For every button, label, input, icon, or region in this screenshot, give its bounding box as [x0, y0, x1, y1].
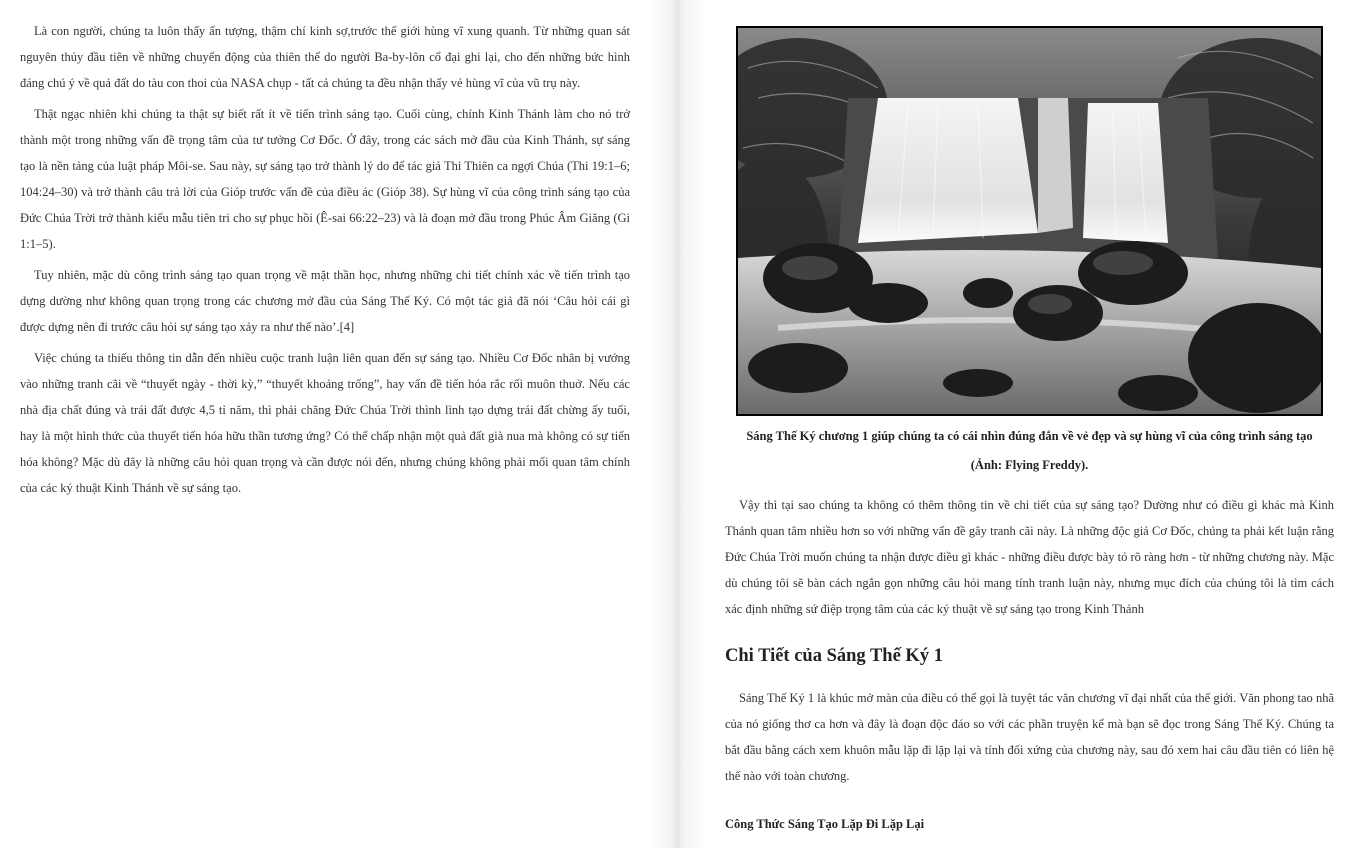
waterfall-photo [736, 26, 1323, 416]
paragraph-4: Việc chúng ta thiếu thông tin dẫn đến nhiều cuộc tranh luận liên quan đến sự sáng tạo. Nhiều Cơ Đốc nhân bị vướng vào những tranh cãi về “thuyết ngày - thời kỳ,” “thuyết khoảng trống”, hay vấn đề tiến hóa rắc rối muôn thuở. Nếu các nhà địa chất đúng và trái đất được 4,5 tỉ năm, thì phải chăng Đức Chúa Trời thình lình tạo dựng trái đất chừng ấy tuổi, hay là một hình thức của thuyết tiến hóa hữu thần tương ứng? Có thể chấp nhận một quả đất già nua mà không có sự tiến hóa không? Mặc dù đây là những câu hỏi quan trọng và cần được nói đến, nhưng chúng không phải mối quan tâm chính của các ký thuật Kinh Thánh về sự sáng tạo. [20, 351, 630, 495]
paragraph-1: Là con người, chúng ta luôn thấy ấn tượng, thậm chí kinh sợ,trước thế giới hùng vĩ xung quanh. Từ những quan sát nguyên thủy đầu tiên về những chuyển động của thiên thể do người Ba-by-lôn cổ đại ghi lại, cho đến những bức hình đáng chú ý về quả đất do tàu con thoi của NASA chụp - tất cả chúng ta đều nhận thấy vẻ hùng vĩ của vũ trụ này. [20, 24, 630, 90]
section-heading: Chi Tiết của Sáng Thế Ký 1 [725, 646, 943, 666]
paragraph-6: Sáng Thế Ký 1 là khúc mở màn của điều có thể gọi là tuyệt tác văn chương vĩ đại nhất của thế giới. Văn phong tao nhã của nó giống thơ ca hơn và đây là đoạn độc đáo so với các phần truyện kể mà bạn sẽ đọc trong Sáng Thế Ký. Chúng ta bắt đầu bằng cách xem khuôn mẫu lặp đi lặp lại và tính đối xứng của chương này, sau đó xem hai câu đầu tiên có liên hệ thế nào với toàn chương. [725, 691, 1334, 783]
page-gutter [650, 0, 705, 848]
paragraph-2: Thật ngạc nhiên khi chúng ta thật sự biết rất ít về tiến trình sáng tạo. Cuối cùng, chính Kinh Thánh làm cho nó trở thành một trong những vấn đề trọng tâm của tư tưởng Cơ Đốc. Ở đây, trong các sách mở đầu của Kinh Thánh, sự sáng tạo là nền tảng của luật pháp Môi-se. Sau này, sự sáng tạo trở thành lý do để tác giả Thi Thiên ca ngợi Chúa (Thi 19:1–6; 104:24–30) và trở thành câu trả lời của Gióp trước vấn đề của điều ác (Gióp 38). Sự hùng vĩ của công trình sáng tạo của Đức Chúa Trời trở thành kiểu mẫu tiên tri cho sự phục hồi (Ê-sai 66:22–23) và là đoạn mở đầu trong Phúc Âm Giăng (Gi 1:1–5). [20, 107, 630, 251]
figure-caption [725, 422, 1334, 480]
caption-line-2: (Ảnh: Flying Freddy). [970, 458, 1089, 472]
paragraph-5: Vậy thì tại sao chúng ta không có thêm thông tin về chi tiết của sự sáng tạo? Dường như có điều gì khác mà Kinh Thánh quan tâm nhiều hơn so với những vấn đề gây tranh cãi này. Là những độc giả Cơ Đốc, chúng ta phải kết luận rằng Đức Chúa Trời muốn chúng ta nhận được điều gì khác - những điều được bày tỏ rõ ràng hơn - từ những chương này. Mặc dù chúng tôi sẽ bàn cách ngắn gọn những câu hỏi mang tính tranh luận này, nhưng mục đích của chúng tôi là tìm cách xác định những sứ điệp trọng tâm của các ký thuật về sự sáng tạo trong Kinh Thánh [725, 498, 1334, 616]
waterfall-photo-art [738, 28, 1321, 414]
caption-line-1: Sáng Thế Ký chương 1 giúp chúng ta có cái nhìn đúng đắn về vẻ đẹp và sự hùng vĩ của công trình sáng tạo [746, 429, 1313, 443]
paragraph-3: Tuy nhiên, mặc dù công trình sáng tạo quan trọng về mặt thần học, nhưng những chi tiết chính xác về tiến trình tạo dựng dường như không quan trọng trong các chương mở đầu của Sáng Thế Ký. Có một tác giả đã nói ‘Câu hỏi cái gì được dựng nên đi trước câu hỏi sự sáng tạo xảy ra như thế nào’.[4] [20, 268, 630, 334]
right-page [705, 0, 1350, 848]
section-subheading: Công Thức Sáng Tạo Lặp Đi Lặp Lại [725, 817, 925, 831]
left-page [0, 0, 650, 848]
